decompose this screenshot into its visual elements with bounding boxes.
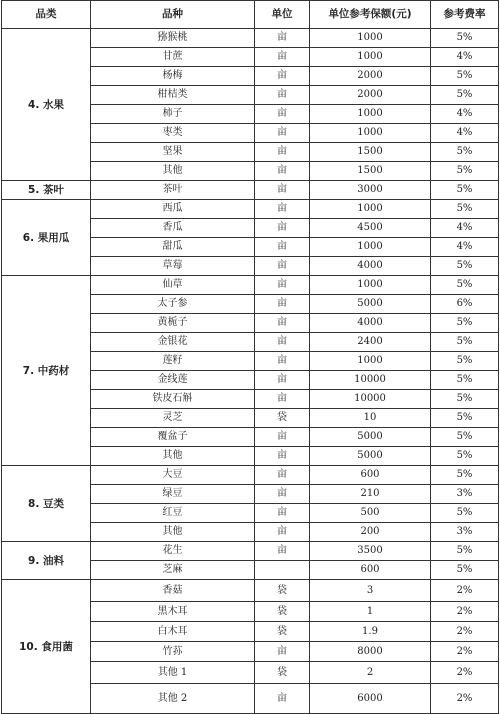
rate-cell: 2% — [431, 622, 499, 642]
category-cell: 9. 油料 — [2, 542, 91, 580]
variety-cell: 金线莲 — [91, 371, 255, 390]
insured-amount-cell: 10000 — [310, 371, 431, 390]
variety-cell: 坚果 — [91, 143, 255, 162]
variety-cell: 香瓜 — [91, 219, 255, 238]
variety-cell: 黄栀子 — [91, 314, 255, 333]
table-row — [2, 542, 499, 561]
insured-amount-cell: 1000 — [310, 29, 431, 48]
unit-cell: 袋 — [255, 622, 310, 642]
unit-cell: 亩 — [255, 314, 310, 333]
rate-cell: 2% — [431, 662, 499, 684]
rate-cell: 4% — [431, 238, 499, 257]
variety-cell: 芝麻 — [91, 561, 255, 580]
insured-amount-cell: 5000 — [310, 447, 431, 466]
rate-cell: 5% — [431, 29, 499, 48]
unit-cell: 亩 — [255, 684, 310, 714]
rate-cell: 5% — [431, 542, 499, 561]
unit-cell: 袋 — [255, 602, 310, 622]
insured-amount-cell: 2400 — [310, 333, 431, 352]
unit-cell: 亩 — [255, 105, 310, 124]
rate-cell: 2% — [431, 642, 499, 662]
unit-cell: 亩 — [255, 86, 310, 105]
variety-cell: 太子参 — [91, 295, 255, 314]
variety-cell: 白木耳 — [91, 622, 255, 642]
unit-cell: 亩 — [255, 48, 310, 67]
rate-cell: 5% — [431, 409, 499, 428]
unit-cell: 亩 — [255, 352, 310, 371]
table-row — [2, 580, 499, 602]
variety-cell: 绿豆 — [91, 485, 255, 504]
variety-cell: 仙草 — [91, 276, 255, 295]
unit-cell: 袋 — [255, 662, 310, 684]
rate-cell: 5% — [431, 504, 499, 523]
table-row — [2, 181, 499, 200]
insured-amount-cell: 4000 — [310, 314, 431, 333]
insured-amount-cell: 1000 — [310, 238, 431, 257]
insured-amount-cell: 8000 — [310, 642, 431, 662]
insured-amount-cell: 3500 — [310, 542, 431, 561]
header-rate: 参考费率 — [431, 1, 499, 29]
variety-cell: 其他 1 — [91, 662, 255, 684]
rate-cell: 4% — [431, 219, 499, 238]
unit-cell: 袋 — [255, 409, 310, 428]
insured-amount-cell: 5000 — [310, 428, 431, 447]
unit-cell: 亩 — [255, 295, 310, 314]
rate-cell: 5% — [431, 447, 499, 466]
category-cell: 8. 豆类 — [2, 466, 91, 542]
unit-cell: 亩 — [255, 67, 310, 86]
variety-cell: 甘蔗 — [91, 48, 255, 67]
variety-cell: 香菇 — [91, 580, 255, 602]
variety-cell: 猕猴桃 — [91, 29, 255, 48]
variety-cell: 铁皮石斛 — [91, 390, 255, 409]
insured-amount-cell: 200 — [310, 523, 431, 542]
insured-amount-cell: 210 — [310, 485, 431, 504]
unit-cell: 亩 — [255, 485, 310, 504]
unit-cell — [255, 561, 310, 580]
unit-cell: 亩 — [255, 257, 310, 276]
unit-cell: 亩 — [255, 29, 310, 48]
insured-amount-cell: 600 — [310, 466, 431, 485]
table-row — [2, 200, 499, 219]
insured-amount-cell: 1000 — [310, 124, 431, 143]
header-unit: 单位 — [255, 1, 310, 29]
variety-cell: 其他 2 — [91, 684, 255, 714]
rate-cell: 5% — [431, 561, 499, 580]
rate-cell: 6% — [431, 295, 499, 314]
insurance-rate-table — [1, 0, 499, 714]
insured-amount-cell: 1.9 — [310, 622, 431, 642]
insured-amount-cell: 1 — [310, 602, 431, 622]
unit-cell: 亩 — [255, 504, 310, 523]
insured-amount-cell: 1500 — [310, 143, 431, 162]
variety-cell: 其他 — [91, 447, 255, 466]
insured-amount-cell: 2000 — [310, 67, 431, 86]
unit-cell: 亩 — [255, 238, 310, 257]
unit-cell: 亩 — [255, 200, 310, 219]
rate-cell: 5% — [431, 181, 499, 200]
unit-cell: 亩 — [255, 542, 310, 561]
insured-amount-cell: 10000 — [310, 390, 431, 409]
unit-cell: 袋 — [255, 580, 310, 602]
insured-amount-cell: 600 — [310, 561, 431, 580]
variety-cell: 茶叶 — [91, 181, 255, 200]
rate-cell: 5% — [431, 162, 499, 181]
rate-cell: 3% — [431, 523, 499, 542]
insured-amount-cell: 1000 — [310, 276, 431, 295]
variety-cell: 覆盆子 — [91, 428, 255, 447]
unit-cell: 亩 — [255, 390, 310, 409]
unit-cell: 亩 — [255, 523, 310, 542]
table-row — [2, 29, 499, 48]
unit-cell: 亩 — [255, 276, 310, 295]
variety-cell: 花生 — [91, 542, 255, 561]
category-cell: 4. 水果 — [2, 29, 91, 181]
unit-cell: 亩 — [255, 642, 310, 662]
rate-cell: 5% — [431, 428, 499, 447]
header-variety: 品种 — [91, 1, 255, 29]
insured-amount-cell: 1500 — [310, 162, 431, 181]
unit-cell: 亩 — [255, 219, 310, 238]
rate-cell: 5% — [431, 390, 499, 409]
variety-cell: 杨梅 — [91, 67, 255, 86]
rate-cell: 5% — [431, 86, 499, 105]
unit-cell: 亩 — [255, 124, 310, 143]
rate-cell: 2% — [431, 602, 499, 622]
insured-amount-cell: 5000 — [310, 295, 431, 314]
variety-cell: 甜瓜 — [91, 238, 255, 257]
rate-cell: 2% — [431, 580, 499, 602]
variety-cell: 枣类 — [91, 124, 255, 143]
insured-amount-cell: 6000 — [310, 684, 431, 714]
rate-cell: 4% — [431, 105, 499, 124]
table-row — [2, 276, 499, 295]
unit-cell: 亩 — [255, 447, 310, 466]
insured-amount-cell: 10 — [310, 409, 431, 428]
variety-cell: 草莓 — [91, 257, 255, 276]
variety-cell: 莲籽 — [91, 352, 255, 371]
unit-cell: 亩 — [255, 162, 310, 181]
variety-cell: 灵芝 — [91, 409, 255, 428]
insured-amount-cell: 1000 — [310, 352, 431, 371]
category-cell: 6. 果用瓜 — [2, 200, 91, 276]
rate-cell: 4% — [431, 124, 499, 143]
insured-amount-cell: 1000 — [310, 48, 431, 67]
insured-amount-cell: 2000 — [310, 86, 431, 105]
variety-cell: 西瓜 — [91, 200, 255, 219]
unit-cell: 亩 — [255, 466, 310, 485]
insured-amount-cell: 2 — [310, 662, 431, 684]
unit-cell: 亩 — [255, 428, 310, 447]
rate-cell: 5% — [431, 200, 499, 219]
variety-cell: 金银花 — [91, 333, 255, 352]
variety-cell: 柿子 — [91, 105, 255, 124]
insured-amount-cell: 500 — [310, 504, 431, 523]
rate-cell: 5% — [431, 276, 499, 295]
table-body — [2, 29, 499, 714]
category-cell: 7. 中药材 — [2, 276, 91, 466]
variety-cell: 红豆 — [91, 504, 255, 523]
variety-cell: 其他 — [91, 523, 255, 542]
variety-cell: 黑木耳 — [91, 602, 255, 622]
rate-cell: 5% — [431, 371, 499, 390]
insured-amount-cell: 4500 — [310, 219, 431, 238]
variety-cell: 竹荪 — [91, 642, 255, 662]
unit-cell: 亩 — [255, 333, 310, 352]
unit-cell: 亩 — [255, 143, 310, 162]
rate-cell: 5% — [431, 143, 499, 162]
insured-amount-cell: 4000 — [310, 257, 431, 276]
header-category: 品类 — [2, 1, 91, 29]
rate-cell: 5% — [431, 257, 499, 276]
rate-cell: 5% — [431, 466, 499, 485]
header-row — [2, 1, 499, 29]
unit-cell: 亩 — [255, 371, 310, 390]
rate-cell: 5% — [431, 67, 499, 86]
rate-cell: 4% — [431, 48, 499, 67]
rate-cell: 2% — [431, 684, 499, 714]
header-insured-amount: 单位参考保额(元) — [310, 1, 431, 29]
insured-amount-cell: 1000 — [310, 200, 431, 219]
variety-cell: 柑桔类 — [91, 86, 255, 105]
variety-cell: 大豆 — [91, 466, 255, 485]
rate-cell: 5% — [431, 314, 499, 333]
rate-cell: 5% — [431, 333, 499, 352]
insured-amount-cell: 3000 — [310, 181, 431, 200]
table-row — [2, 466, 499, 485]
category-cell: 5. 茶叶 — [2, 181, 91, 200]
rate-cell: 3% — [431, 485, 499, 504]
rate-cell: 5% — [431, 352, 499, 371]
category-cell: 10. 食用菌 — [2, 580, 91, 714]
insured-amount-cell: 3 — [310, 580, 431, 602]
variety-cell: 其他 — [91, 162, 255, 181]
insured-amount-cell: 1000 — [310, 105, 431, 124]
unit-cell: 亩 — [255, 181, 310, 200]
